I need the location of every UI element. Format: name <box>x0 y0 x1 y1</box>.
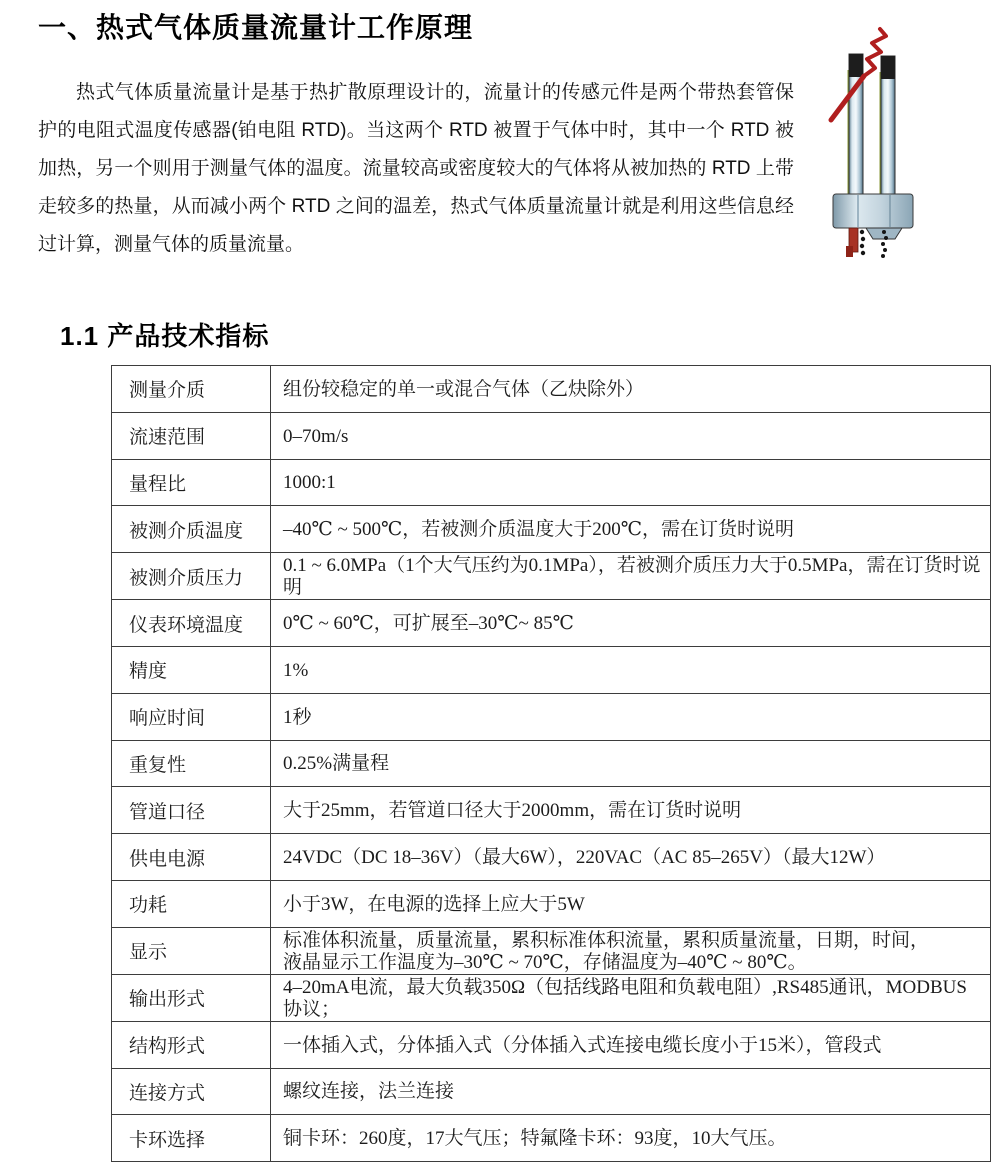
table-row <box>112 412 991 459</box>
spec-label: 测量介质 <box>112 366 271 413</box>
spec-label: 响应时间 <box>112 693 271 740</box>
spec-value: 0.25%满量程 <box>271 740 991 787</box>
spec-value: 标准体积流量，质量流量，累积标准体积流量，累积质量流量，日期，时间， 液晶显示工作温度为–30℃ ~ 70℃，存储温度为–40℃ ~ 80℃。 <box>271 927 991 974</box>
flow-meter-probe-image <box>828 26 920 258</box>
table-row <box>112 646 991 693</box>
table-row <box>112 1021 991 1068</box>
table-row <box>112 787 991 834</box>
spec-value: 铜卡环：260度，17大气压；特氟隆卡环：93度，10大气压。 <box>271 1115 991 1162</box>
table-row <box>112 740 991 787</box>
spec-label: 量程比 <box>112 459 271 506</box>
spec-label: 连接方式 <box>112 1068 271 1115</box>
spec-value: 1秒 <box>271 693 991 740</box>
spec-table <box>111 365 991 1162</box>
spec-value: 24VDC（DC 18–36V）（最大6W），220VAC（AC 85–265V）（最大12W） <box>271 834 991 881</box>
spec-label: 供电电源 <box>112 834 271 881</box>
table-row <box>112 1115 991 1162</box>
spec-value: –40℃ ~ 500℃，若被测介质温度大于200℃，需在订货时说明 <box>271 506 991 553</box>
page-title: 一、热式气体质量流量计工作原理 <box>38 12 474 43</box>
spec-label: 显示 <box>112 927 271 974</box>
table-row <box>112 927 991 974</box>
spec-value: 1% <box>271 646 991 693</box>
spec-label: 被测介质温度 <box>112 506 271 553</box>
flow-meter-probe-illustration <box>828 26 920 258</box>
spec-value: 组份较稳定的单一或混合气体（乙炔除外） <box>271 366 991 413</box>
intro-paragraph: 热式气体质量流量计是基于热扩散原理设计的，流量计的传感元件是两个带热套管保护的电阻式温度传感器(铂电阻 RTD)。当这两个 RTD 被置于气体中时，其中一个 RTD 被加热，另一个则用于测量气体的温度。流量较高或密度较大的气体将从被加热的 RTD 上带走较多的热量，从而减小两个 RTD 之间的温差，热式气体质量流量计就是利用这些信息经过计算，测量气体的质量流量。 <box>38 82 794 255</box>
spec-value: 4–20mA电流，最大负载350Ω（包括线路电阻和负载电阻）,RS485通讯，MODBUS协议； <box>271 974 991 1021</box>
spec-label: 输出形式 <box>112 974 271 1021</box>
spec-label: 重复性 <box>112 740 271 787</box>
table-row <box>112 506 991 553</box>
spec-value: 0℃ ~ 60℃，可扩展至–30℃~ 85℃ <box>271 600 991 647</box>
table-row <box>112 880 991 927</box>
spec-label: 结构形式 <box>112 1021 271 1068</box>
spec-label: 仪表环境温度 <box>112 600 271 647</box>
spec-value: 1000:1 <box>271 459 991 506</box>
spec-label: 被测介质压力 <box>112 553 271 600</box>
table-row <box>112 459 991 506</box>
spec-value: 螺纹连接，法兰连接 <box>271 1068 991 1115</box>
spec-value: 0.1 ~ 6.0MPa（1个大气压约为0.1MPa），若被测介质压力大于0.5MPa，需在订货时说明 <box>271 553 991 600</box>
spec-label: 流速范围 <box>112 412 271 459</box>
spec-label: 功耗 <box>112 880 271 927</box>
table-row <box>112 366 991 413</box>
table-row <box>112 693 991 740</box>
table-row <box>112 974 991 1021</box>
spec-label: 精度 <box>112 646 271 693</box>
spec-value: 大于25mm，若管道口径大于2000mm，需在订货时说明 <box>271 787 991 834</box>
spec-value: 一体插入式，分体插入式（分体插入式连接电缆长度小于15米），管段式 <box>271 1021 991 1068</box>
section-title: 1.1 产品技术指标 <box>60 321 270 351</box>
table-row <box>112 553 991 600</box>
spec-value: 小于3W，在电源的选择上应大于5W <box>271 880 991 927</box>
table-row <box>112 1068 991 1115</box>
spec-value: 0–70m/s <box>271 412 991 459</box>
table-row <box>112 600 991 647</box>
spec-label: 管道口径 <box>112 787 271 834</box>
table-row <box>112 834 991 881</box>
spec-label: 卡环选择 <box>112 1115 271 1162</box>
